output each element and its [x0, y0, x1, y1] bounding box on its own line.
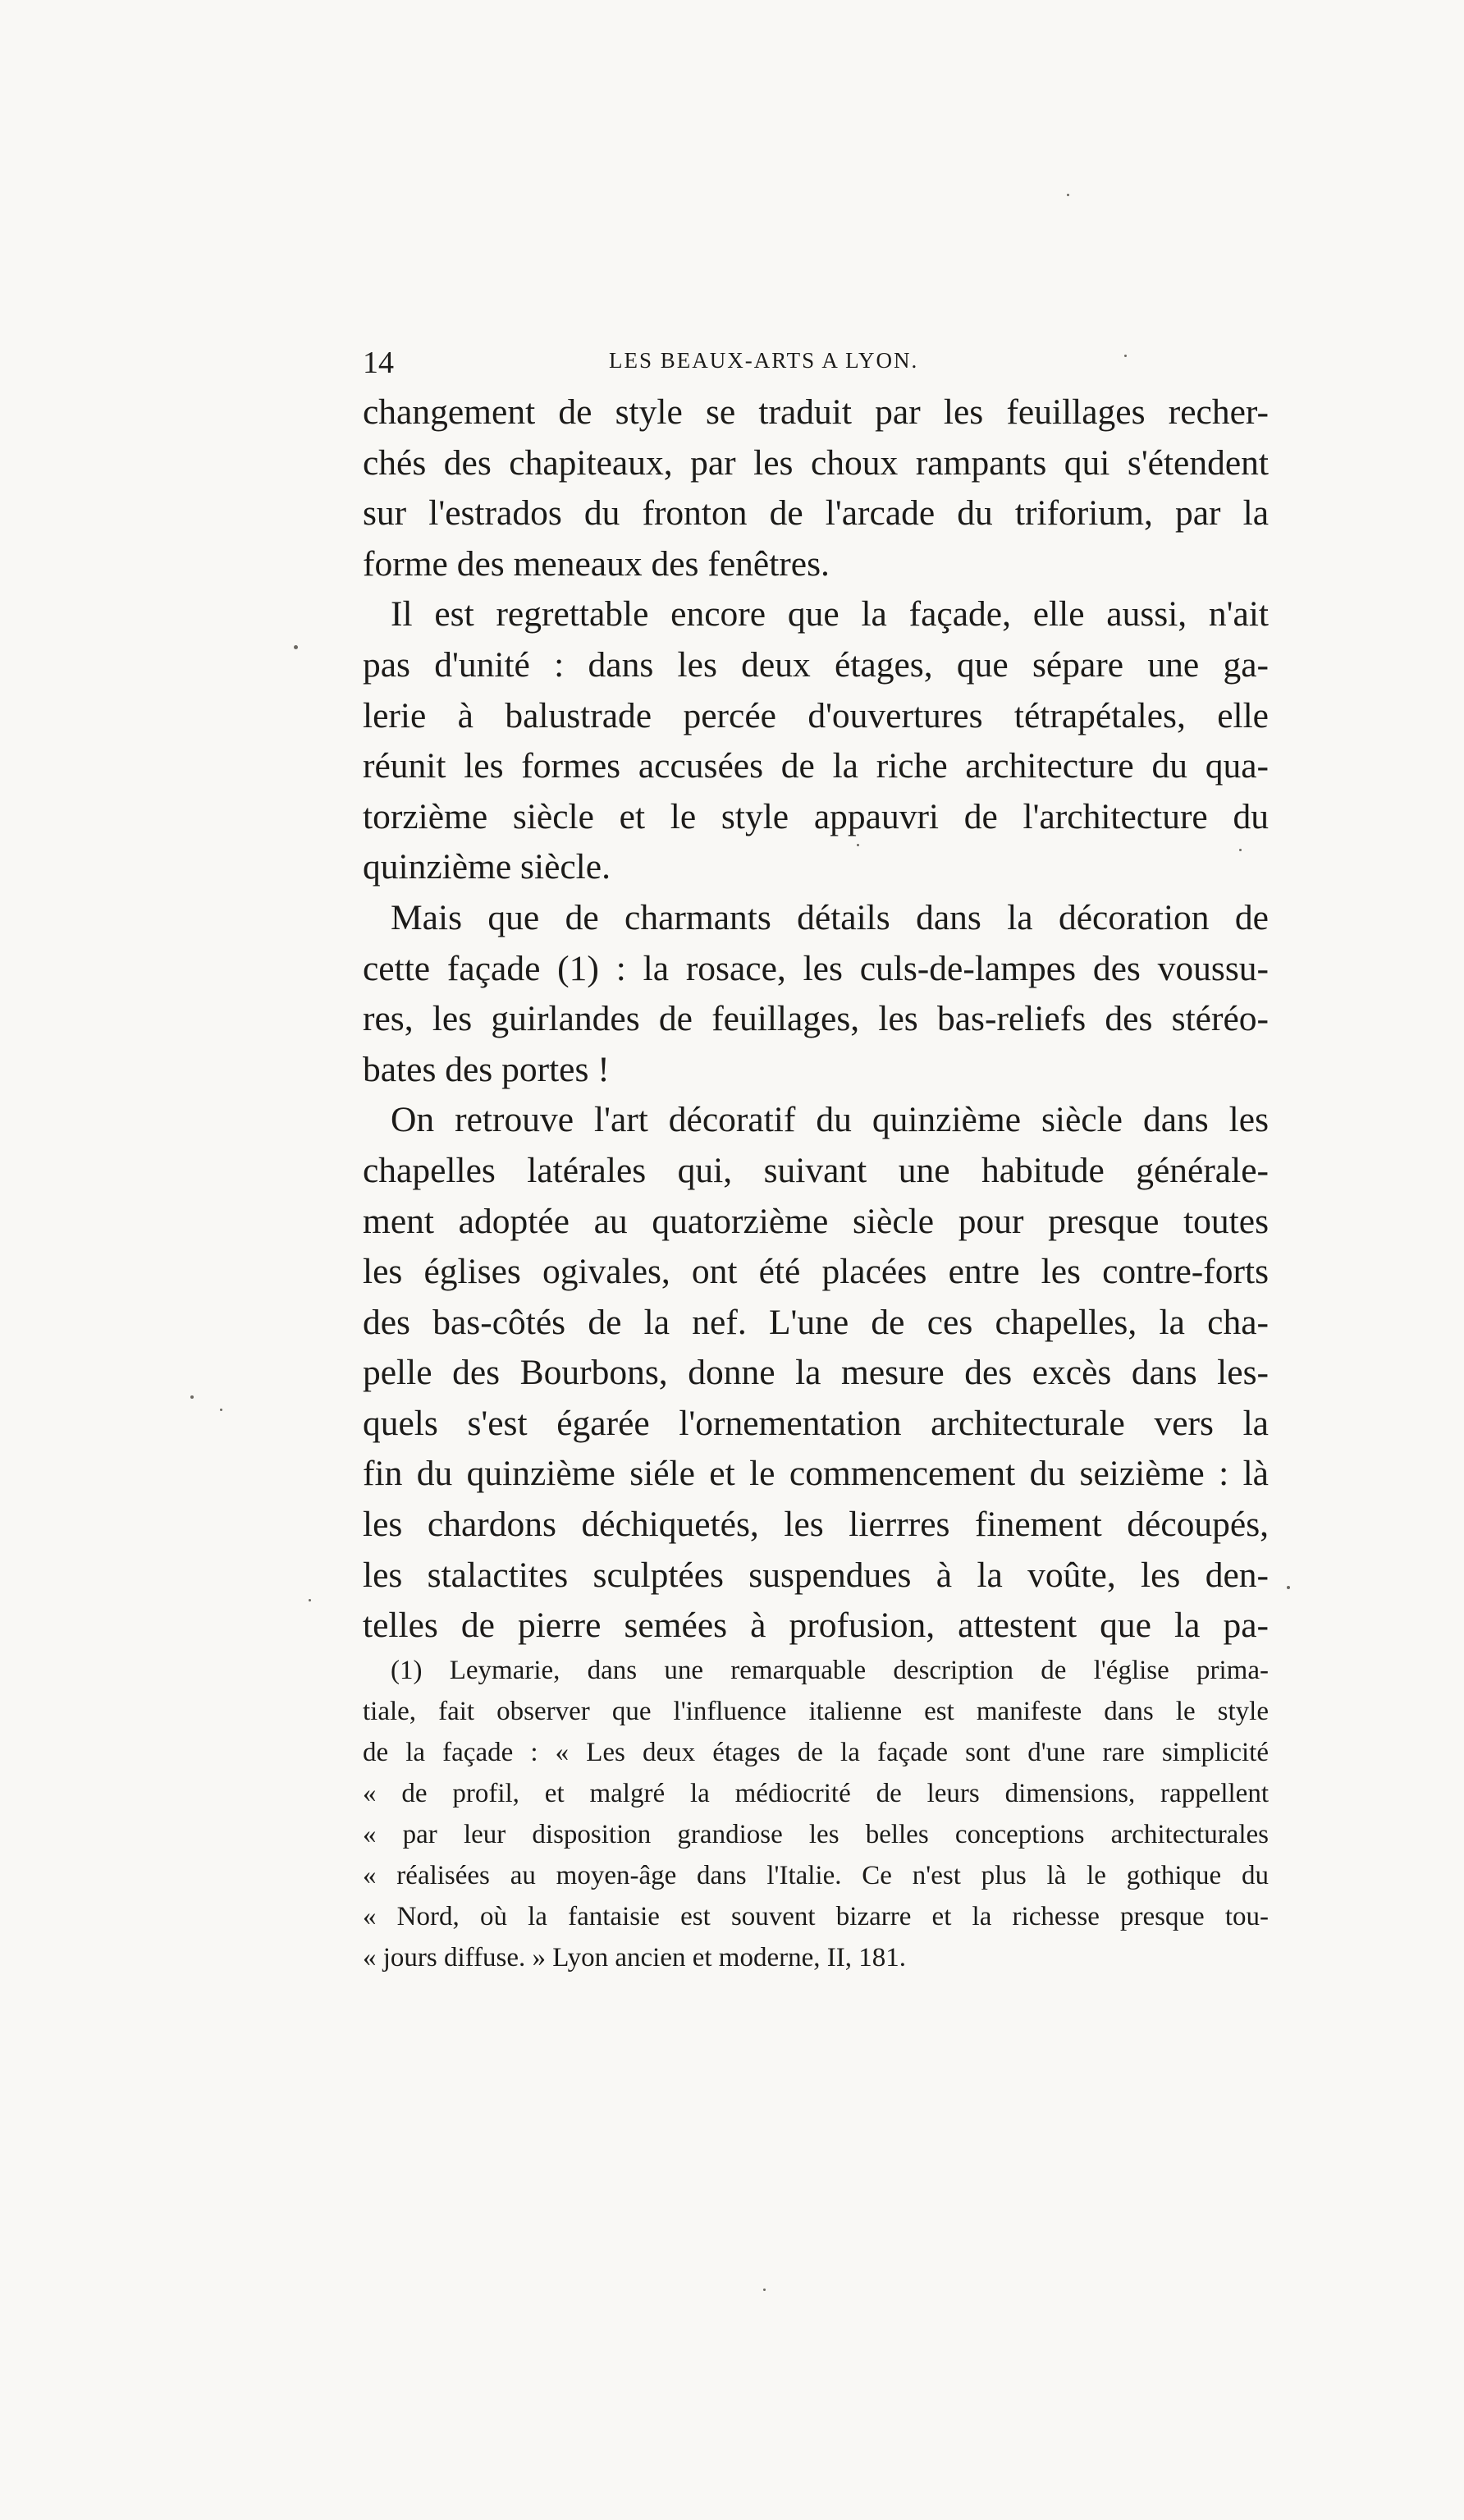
page-header	[363, 345, 1282, 386]
body-line: ment adoptée au quatorzième siècle pour presque toutes	[363, 1201, 1269, 1241]
body-line: chés des chapiteaux, par les choux rampants qui s'étendent	[363, 442, 1269, 483]
footnote-line: « de profil, et malgré la médiocrité de leurs dimensions, rappellent	[363, 1779, 1269, 1808]
paper-speck	[1239, 849, 1242, 851]
body-line: bates des portes !	[363, 1049, 610, 1089]
body-line: telles de pierre semées à profusion, attestent que la pa-	[363, 1606, 1269, 1646]
body-line: cette façade (1) : la rosace, les culs-de-lampes des voussu-	[363, 948, 1269, 988]
paper-speck	[857, 844, 859, 846]
footnote-line: « jours diffuse. » Lyon ancien et moderne, II, 181.	[363, 1943, 906, 1972]
body-line: réunit les formes accusées de la riche architecture du qua-	[363, 746, 1269, 786]
paper-speck	[763, 2289, 766, 2291]
paper-speck	[309, 1599, 311, 1601]
body-line: torzième siècle et le style appauvri de l'architecture du	[363, 796, 1269, 836]
body-text	[363, 387, 1269, 1652]
body-line: fin du quinzième siéle et le commencement du seizième : là	[363, 1454, 1269, 1494]
footnote-line: (1) Leymarie, dans une remarquable description de l'église prima-	[391, 1656, 1269, 1685]
body-line: Il est regrettable encore que la façade, elle aussi, n'ait	[391, 594, 1269, 635]
body-line: lerie à balustrade percée d'ouvertures tétrapétales, elle	[363, 695, 1269, 735]
body-line: chapelles latérales qui, suivant une habitude générale-	[363, 1150, 1269, 1190]
body-line: quinzième siècle.	[363, 847, 611, 887]
body-line: des bas-côtés de la nef. L'une de ces chapelles, la cha-	[363, 1302, 1269, 1342]
paper-speck	[220, 1409, 222, 1411]
running-title: LES BEAUX-ARTS A LYON.	[609, 348, 919, 373]
footnote-line: « réalisées au moyen-âge dans l'Italie. Ce n'est plus là le gothique du	[363, 1861, 1269, 1890]
body-line: sur l'estrados du fronton de l'arcade du triforium, par la	[363, 493, 1269, 534]
body-line: pas d'unité : dans les deux étages, que sépare une ga-	[363, 644, 1269, 685]
body-line: quels s'est égarée l'ornementation architecturale vers la	[363, 1403, 1269, 1443]
body-line: les églises ogivales, ont été placées entre les contre-forts	[363, 1252, 1269, 1292]
paper-speck	[1067, 194, 1069, 196]
body-line: res, les guirlandes de feuillages, les bas-reliefs des stéréo-	[363, 999, 1269, 1039]
body-line: forme des meneaux des fenêtres.	[363, 543, 830, 584]
footnote-line: de la façade : « Les deux étages de la façade sont d'une rare simplicité	[363, 1738, 1269, 1767]
paper-speck	[1287, 1586, 1290, 1589]
body-line: On retrouve l'art décoratif du quinzième siècle dans les	[391, 1100, 1269, 1140]
footnote-line: « Nord, où la fantaisie est souvent bizarre et la richesse presque tou-	[363, 1902, 1269, 1931]
body-line: Mais que de charmants détails dans la décoration de	[391, 897, 1269, 937]
paper-speck	[190, 1395, 194, 1399]
paper-speck	[1124, 355, 1127, 357]
footnote-line: tiale, fait observer que l'influence italienne est manifeste dans le style	[363, 1697, 1269, 1726]
body-line: pelle des Bourbons, donne la mesure des excès dans les-	[363, 1353, 1269, 1393]
footnote	[363, 1650, 1269, 1978]
body-line: les chardons déchiquetés, les lierrres finement découpés,	[363, 1505, 1269, 1545]
body-line: changement de style se traduit par les feuillages recher-	[363, 392, 1269, 432]
page-number: 14	[363, 346, 394, 380]
body-line: les stalactites sculptées suspendues à la voûte, les den-	[363, 1555, 1269, 1595]
footnote-line: « par leur disposition grandiose les belles conceptions architecturales	[363, 1820, 1269, 1849]
paper-speck	[294, 645, 298, 649]
